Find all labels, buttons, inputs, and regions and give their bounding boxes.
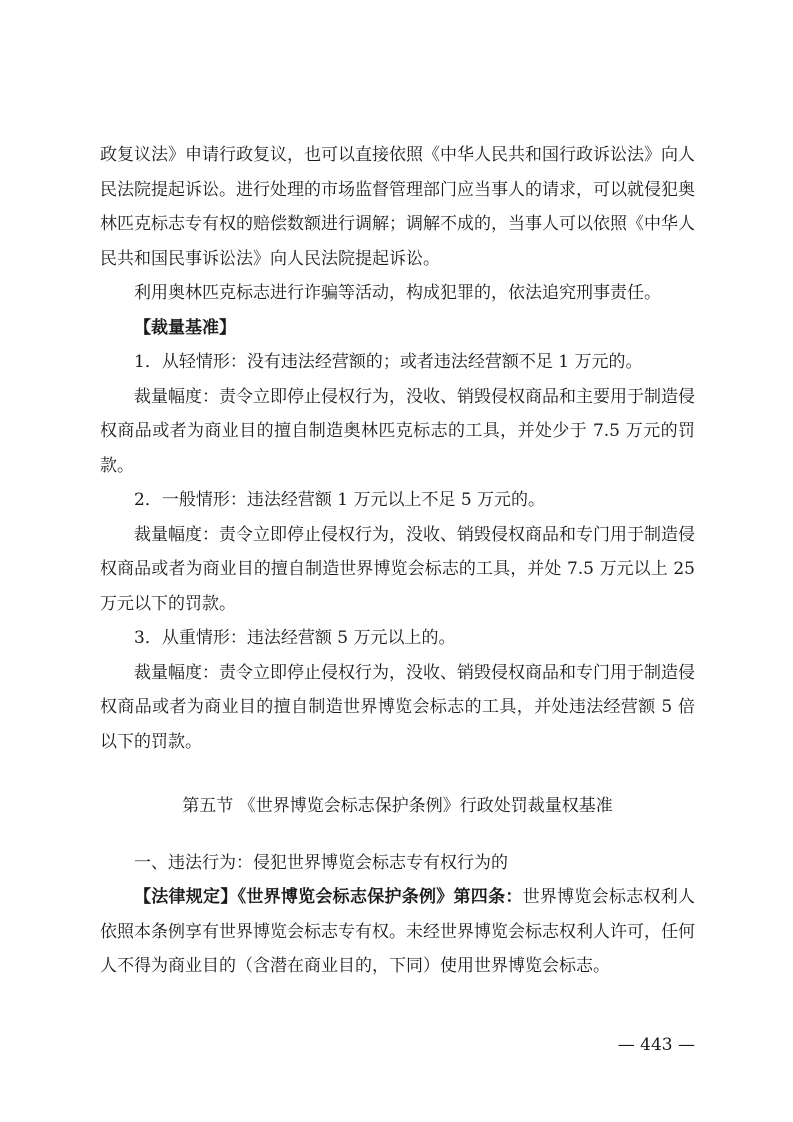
- legal-provision-text: 世界博览会标志权利人依照本条例享有世界博览会标志专有权。未经世界博览会标志权利人许可，任何人不得为商业目的（含潜在商业目的，下同）使用世界博览会标志。: [100, 887, 695, 976]
- paragraph-criminal-liability: 利用奥林匹克标志进行诈骗等活动，构成犯罪的，依法追究刑事责任。: [134, 283, 661, 303]
- paragraph-continuation: 政复议法》申请行政复议，也可以直接依照《中华人民共和国行政诉讼法》向人民法院提起诉讼。进行处理的市场监督管理部门应当事人的请求，可以就侵犯奥林匹克标志专有权的赔偿数额进行调解；调解不成的，当事人可以依照《中华人民共和国民事诉讼法》向人民法院提起诉讼。: [100, 145, 695, 269]
- violation-heading: 一、违法行为：侵犯世界博览会标志专有权行为的: [134, 852, 508, 873]
- document-body: [100, 138, 701, 984]
- legal-provision: [100, 880, 695, 984]
- criteria-case-3: 3．从重情形：违法经营额 5 万元以上的。: [134, 628, 456, 648]
- criteria-case-2: 2．一般情形：违法经营额 1 万元以上不足 5 万元的。: [134, 490, 546, 510]
- criteria-case-1: 1．从轻情形：没有违法经营额的；或者违法经营额不足 1 万元的。: [134, 352, 643, 372]
- criteria-range-2: 裁量幅度：责令立即停止侵权行为，没收、销毁侵权商品和专门用于制造侵权商品或者为商业目的擅自制造世界博览会标志的工具，并处 7.5 万元以上 25 万元以下的罚款。: [100, 524, 701, 614]
- section-title: 第五节 《世界博览会标志保护条例》行政处罚裁量权基准: [182, 796, 613, 816]
- criteria-heading: 【裁量基准】: [134, 317, 236, 338]
- page-number: — 443 —: [617, 1035, 695, 1055]
- criteria-range-1: 裁量幅度：责令立即停止侵权行为，没收、销毁侵权商品和主要用于制造侵权商品或者为商业目的擅自制造奥林匹克标志的工具，并处少于 7.5 万元的罚款。: [100, 386, 695, 476]
- legal-provision-label: 【法律规定】《世界博览会标志保护条例》第四条：: [134, 887, 523, 907]
- criteria-range-3: 裁量幅度：责令立即停止侵权行为，没收、销毁侵权商品和专门用于制造侵权商品或者为商业目的擅自制造世界博览会标志的工具，并处违法经营额 5 倍以下的罚款。: [100, 662, 695, 752]
